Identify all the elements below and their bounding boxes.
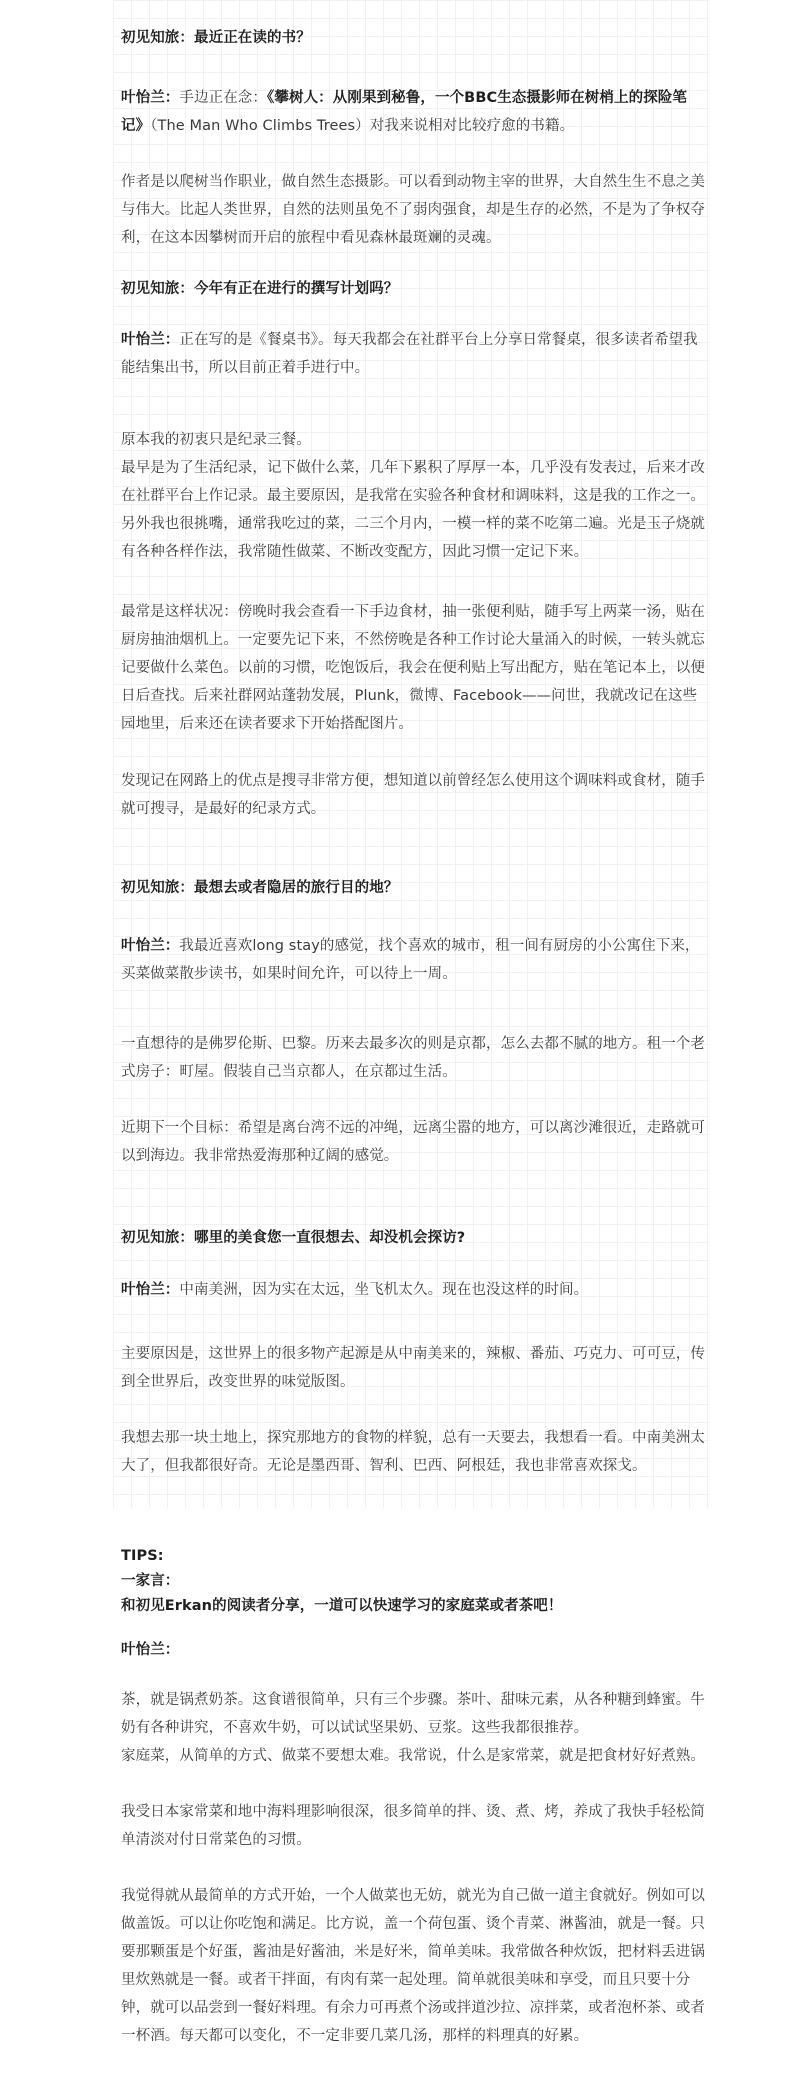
answer-3-paragraph-3-text: 近期下一个目标：希望是离台湾不远的冲绳，远离尘嚣的地方，可以离沙滩很近，走路就可以到海边。我非常热爱海那种辽阔的感觉。 (121, 1120, 705, 1164)
answer-4-paragraph-3-text: 我想去那一块土地上，探究那地方的食物的样貌，总有一天要去，我想看一看。中南美洲太大了，但我都很好奇。无论是墨西哥、智利、巴西、阿根廷，我也非常喜欢探戈。 (121, 1430, 705, 1474)
question-3-text: 初见知旅：最想去或者隐居的旅行目的地？ (121, 880, 399, 896)
tips-speaker-block (121, 1636, 706, 1664)
answer-1-intro: 手边正在念： (179, 90, 268, 106)
answer-3-paragraph-3 (121, 1114, 706, 1170)
answer-2-paragraph-2 (121, 426, 706, 566)
tips-header (121, 1544, 706, 1619)
answer-1-paragraph (121, 84, 706, 140)
tips-card (113, 1530, 709, 2084)
answer-2-paragraph-4-text: 发现记在网路上的优点是搜寻非常方便，想知道以前曾经怎么使用这个调味料或食材，随手就可搜寻，是最好的纪录方式。 (121, 773, 705, 817)
answer-2-paragraph (121, 326, 706, 382)
question-2-text: 初见知旅：今年有正在进行的撰写计划吗？ (121, 281, 399, 297)
answer-1-book-note: （The Man Who Climbs Trees）对我来说相对比较疗愈的书籍。 (150, 118, 575, 134)
answer-3 (121, 932, 706, 988)
answer-1 (121, 84, 706, 140)
answer-1-book-title: 《攀树人：从刚果到秘鲁，一个BBC生态摄影师在树梢上的探险笔记》 (121, 90, 688, 134)
tips-paragraph-1-line-2: 家庭菜，从简单的方式、做菜不要想太难。我常说，什么是家常菜，就是把食材好好煮熟。 (121, 1748, 705, 1764)
answer-3-paragraph-2-text: 一直想待的是佛罗伦斯、巴黎。历来去最多次的则是京都，怎么去都不腻的地方。租一个老式房子：町屋。假装自己当京都人，在京都过生活。 (121, 1036, 705, 1080)
answer-2-paragraph-2-line-2: 最早是为了生活纪录，记下做什么菜，几年下累积了厚厚一本，几乎没有发表过，后来才改在社群平台上作记录。最主要原因，是我常在实验各种食材和调味料，这是我的工作之一。另外我也很挑嘴，通常我吃过的菜，二三个月内，一模一样的菜不吃第二遍。光是玉子烧就有各种各样作法，我常随性做菜、不断改变配方，因此习惯一定记下来。 (121, 460, 705, 560)
tips-intro: 和初见Erkan的阅读者分享，一道可以快速学习的家庭菜或者茶吧！ (121, 1598, 563, 1614)
answer-4 (121, 1276, 706, 1304)
answer-2-paragraph-3-text: 最常是这样状况：傍晚时我会查看一下手边食材，抽一张便利贴，随手写上两菜一汤，贴在厨房抽油烟机上。一定要先记下来，不然傍晚是各种工作讨论大量涌入的时候，一转头就忘记要做什么菜色。以前的习惯，吃饱饭后，我会在便利贴上写出配方，贴在笔记本上，以便日后查找。后来社群网站蓬勃发展，Plunk，微博、Facebook——问世，我就改记在这些园地里，后来还在读者要求下开始搭配图片。 (121, 604, 705, 732)
question-1-text: 初见知旅：最近正在读的书？ (121, 30, 311, 46)
answer-2-paragraph-3 (121, 598, 706, 738)
tips-paragraph-1 (121, 1686, 706, 1770)
answer-3-speaker: 叶怡兰： (121, 938, 180, 954)
tips-paragraph-3 (121, 1882, 706, 2050)
answer-4-paragraph-3 (121, 1424, 706, 1480)
answer-3-text: 我最近喜欢long stay的感觉，找个喜欢的城市，租一间有厨房的小公寓住下来，买菜做菜散步读书，如果时间允许，可以待上一周。 (121, 938, 700, 982)
answer-2 (121, 326, 706, 382)
tips-title: TIPS: (121, 1548, 164, 1564)
question-3 (121, 874, 706, 902)
question-4 (121, 1224, 706, 1252)
answer-2-speaker: 叶怡兰： (121, 332, 180, 348)
answer-1-paragraph-2 (121, 168, 706, 252)
answer-4-text: 中南美洲，因为实在太远，坐飞机太久。现在也没这样的时间。 (179, 1282, 589, 1298)
question-4-text: 初见知旅：哪里的美食您一直很想去、却没机会探访? (121, 1230, 466, 1246)
answer-1-paragraph-2-text: 作者是以爬树当作职业，做自然生态摄影。可以看到动物主宰的世界，大自然生生不息之美与伟大。比起人类世界，自然的法则虽免不了弱肉强食，却是生存的必然，不是为了争权夺利，在这本因攀树而开启的旅程中看见森林最斑斓的灵魂。 (121, 174, 705, 246)
question-1 (121, 24, 706, 52)
answer-2-text: 正在写的是《餐桌书》。每天我都会在社群平台上分享日常餐桌，很多读者希望我能结集出书，所以目前正着手进行中。 (121, 332, 698, 376)
answer-2-paragraph-4 (121, 767, 706, 823)
answer-3-paragraph-2 (121, 1030, 706, 1086)
answer-1-speaker: 叶怡兰： (121, 90, 180, 106)
answer-2-paragraph-2-line-1: 原本我的初衷只是纪录三餐。 (121, 432, 311, 448)
question-2 (121, 275, 706, 303)
tips-speaker: 叶怡兰： (121, 1642, 180, 1658)
answer-4-paragraph (121, 1276, 706, 1304)
tips-paragraph-1-line-1: 茶，就是锅煮奶茶。这食谱很简单，只有三个步骤。茶叶、甜味元素，从各种糖到蜂蜜。牛奶有各种讲究，不喜欢牛奶，可以试试坚果奶、豆浆。这些我都很推荐。 (121, 1692, 705, 1736)
tips-subtitle: 一家言： (121, 1573, 180, 1589)
answer-4-paragraph-2 (121, 1340, 706, 1396)
answer-4-paragraph-2-text: 主要原因是，这世界上的很多物产起源是从中南美来的，辣椒、番茄、巧克力、可可豆，传到全世界后，改变世界的味觉版图。 (121, 1346, 705, 1390)
answer-4-speaker: 叶怡兰： (121, 1282, 180, 1298)
tips-paragraph-2 (121, 1798, 706, 1854)
tips-paragraph-3-text: 我觉得就从最简单的方式开始，一个人做菜也无妨，就光为自己做一道主食就好。例如可以做盖饭。可以让你吃饱和满足。比方说，盖一个荷包蛋、烫个青菜、淋酱油，就是一餐。只要那颗蛋是个好蛋，酱油是好酱油，米是好米，简单美味。我常做各种炊饭，把材料丢进锅里炊熟就是一餐。或者干拌面，有肉有菜一起处理。简单就很美味和享受，而且只要十分钟，就可以品尝到一餐好料理。有余力可再煮个汤或拌道沙拉、凉拌菜，或者泡杯茶、或者一杯酒。每天都可以变化，不一定非要几菜几汤，那样的料理真的好累。 (121, 1888, 705, 2044)
answer-3-paragraph (121, 932, 706, 988)
tips-paragraph-2-text: 我受日本家常菜和地中海料理影响很深，很多简单的拌、烫、煮、烤，养成了我快手轻松简单清淡对付日常菜色的习惯。 (121, 1804, 705, 1848)
